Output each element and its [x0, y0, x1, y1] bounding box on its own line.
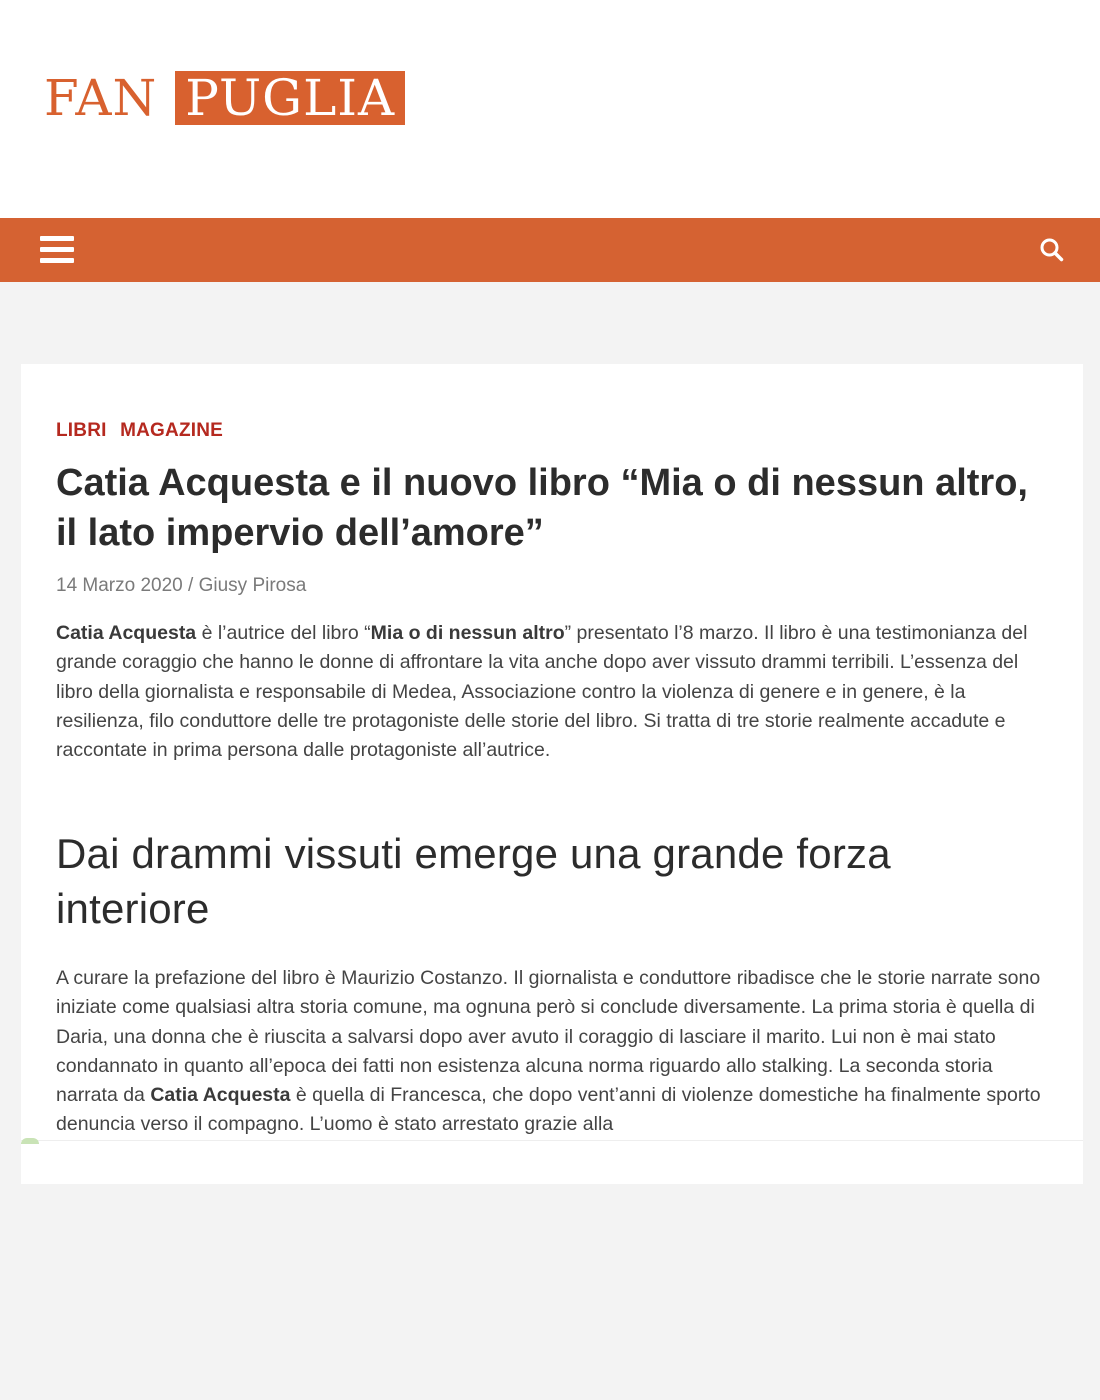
paragraph-text: ” presentato l’8 marzo. Il libro è una testimonianza del grande coraggio che hanno le donne di affrontare la vita anche dopo aver vissuto drammi terribili. L’essenza del libro della giornalista e responsabile di Medea, Associazione contro la violenza di genere e in genere, è la resilienza, filo conduttore delle tre protagoniste delle storie del libro. Si tratta di tre storie realmente accadute e raccontate in prima persona dalle protagoniste all’autrice. — [56, 622, 1028, 762]
paragraph-text: è quella di Francesca, che dopo vent’anni di violenze domestiche ha finalmente sporto denuncia verso il compagno. L’uomo è stato arrestato grazie alla — [56, 1084, 1041, 1136]
main-navbar — [0, 218, 1100, 282]
site-header — [0, 0, 1100, 218]
article-date[interactable]: 14 Marzo 2020 — [56, 575, 183, 596]
article-paragraph-preface — [56, 964, 1056, 1140]
article-paragraph-intro — [56, 619, 1056, 765]
category-link-magazine[interactable]: MAGAZINE — [120, 420, 224, 441]
logo-text-puglia: PUGLIA — [175, 71, 405, 125]
bold-author-name: Catia Acquesta — [56, 622, 197, 644]
bold-book-title: Mia o di nessun altro — [370, 622, 565, 644]
site-logo[interactable] — [44, 70, 405, 126]
category-link-libri[interactable]: LIBRI — [56, 420, 107, 441]
search-icon[interactable] — [1038, 236, 1066, 264]
article-meta — [56, 575, 306, 597]
article-card — [21, 364, 1083, 1184]
content-cutoff-divider — [21, 1140, 1083, 1141]
article-title: Catia Acquesta e il nuovo libro “Mia o di nessun altro, il lato impervio dell’amore” — [56, 462, 1028, 554]
meta-separator: / — [182, 575, 199, 596]
floating-indicator — [21, 1138, 39, 1144]
section-heading: Dai drammi vissuti emerge una grande forza interiore — [56, 830, 891, 932]
article-categories — [56, 420, 231, 442]
paragraph-text: è l’autrice del libro “ — [196, 622, 371, 644]
paragraph-text: A curare la prefazione del libro è Maurizio Costanzo. Il giornalista e conduttore ribadisce che le storie narrate sono iniziate come qualsiasi altra storia comune, ma ognuna però si conclude diversamente. La prima storia è quella di Daria, una donna che è riuscita a salvarsi dopo aver avuto il coraggio di lasciare il marito. Lui non è mai stato condannato in quanto all’epoca dei fatti non esistenza alcuna norma riguardo allo stalking. La seconda storia narrata da — [56, 967, 1041, 1107]
hamburger-menu-icon[interactable] — [40, 236, 74, 264]
logo-text-fan: FAN — [44, 69, 158, 127]
article-content — [21, 364, 1083, 1140]
bold-author-name: Catia Acquesta — [150, 1084, 291, 1107]
article-author[interactable]: Giusy Pirosa — [198, 575, 307, 596]
